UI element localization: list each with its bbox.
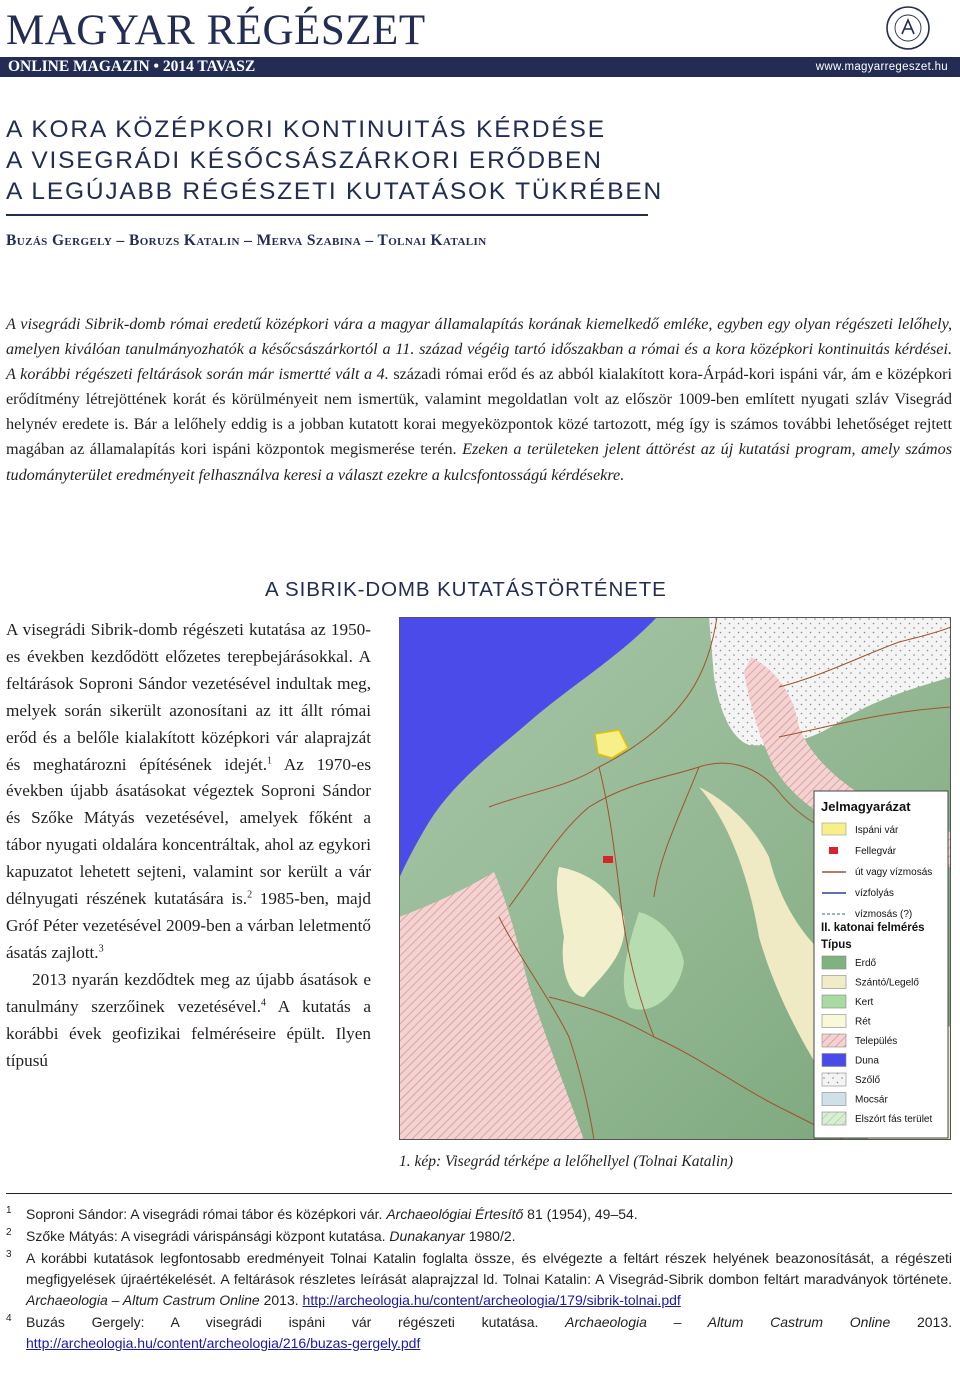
- paragraph-1-part-b: Az 1970-es években újabb ásatásokat végeztek Soproni Sándor és Szőke Mátyás vezetésével, amelyek főként a tábor nyugati oldalára koncentráltak, ahol az egykori kapuzatot lehetett sejteni, valamint sor került a vár délnyugati részének kutatására is.: [6, 754, 372, 909]
- footnote-text: Soproni Sándor: A visegrádi római tábor és középkori vár.: [26, 1206, 387, 1222]
- footnotes: [6, 1204, 952, 1355]
- footnote-1: [6, 1204, 952, 1225]
- footnote-pages: 2013.: [890, 1314, 953, 1330]
- citadel-marker-icon: [603, 856, 613, 863]
- footnote-pages: 81 (1954), 49–54.: [523, 1206, 638, 1222]
- paragraph-1: [6, 617, 371, 967]
- footnote-3: [6, 1248, 952, 1311]
- abstract-italic: A visegrádi Sibrik-domb római eredetű középkori vára a magyar államalapítás korának kiemelkedő emléke, egyben egy olyan régészeti lelőhely, amelyen kiválóan tanulmányozhatók a későcsászárkortól a 11. század végéig tartó időszakban a római és a kora középkori kontinuitás kérdései. A korábbi régészeti feltárások során már ismertté vált a 4.: [6, 315, 952, 384]
- legend-type-2-swatch: [822, 995, 846, 1008]
- footnote-ref-2[interactable]: 2: [247, 889, 253, 901]
- title-line-1: A KORA KÖZÉPKORI KONTINUITÁS KÉRDÉSE: [6, 116, 606, 143]
- legend-type-3-swatch: [822, 1015, 846, 1028]
- abstract-italic-end: Ezeken a területeken jelent áttörést az új kutatási program, amely számos tudományterület eredményeit felhasználva keresi a választ ezekre a kulcsfontosságú kérdésekre.: [6, 440, 952, 484]
- footnote-ref-1[interactable]: 1: [267, 754, 273, 766]
- legend-type-7-label: Mocsár: [855, 1094, 888, 1106]
- legend-item-0-swatch: [822, 823, 846, 835]
- legend-title: Jelmagyarázat: [821, 799, 911, 814]
- magazine-title: MAGYAR RÉGÉSZET: [6, 7, 426, 54]
- footnote-number: 2: [6, 1227, 12, 1238]
- article-title: [6, 114, 706, 207]
- footnote-journal: Dunakanyar: [389, 1228, 465, 1244]
- footnote-journal: Archaeologia – Altum Castrum Online: [26, 1292, 260, 1308]
- footnote-pages: 2013.: [259, 1292, 303, 1308]
- footnote-text: Buzás Gergely: A visegrádi ispáni vár régészeti kutatása.: [26, 1314, 566, 1330]
- legend-item-1-swatch: [829, 847, 838, 854]
- issue-label: ONLINE MAGAZIN • 2014 TAVASZ: [8, 58, 256, 75]
- body-text: [6, 617, 371, 1074]
- abstract: [6, 312, 952, 488]
- footnote-ref-4[interactable]: 4: [261, 996, 266, 1008]
- author-list: Buzás Gergely – Boruzs Katalin – Merva Szabina – Tolnai Katalin: [6, 232, 487, 249]
- legend-item-4-label: vízmosás (?): [855, 909, 913, 920]
- paragraph-2-part-a: 2013 nyarán kezdődtek meg az újabb ásatások e tanulmány szerzőinek vezetésével.: [6, 969, 371, 1016]
- paragraph-2: [6, 967, 371, 1075]
- masthead-band: [0, 57, 960, 77]
- footnote-link[interactable]: http://archeologia.hu/content/archeologia/179/sibrik-tolnai.pdf: [302, 1292, 681, 1308]
- title-line-2: A VISEGRÁDI KÉSŐCSÁSZÁRKORI ERŐDBEN: [6, 147, 603, 174]
- paragraph-1-part-a: A visegrádi Sibrik-domb régészeti kutatása az 1950-es években kezdődött előzetes terepbejárásokkal. A feltárások Soproni Sándor vezetésével indultak meg, melyek során sikerült azonosítani az itt állt római erőd és a belőle kialakított középkori vár alaprajzát és meghatározni építésének idejét.: [6, 620, 371, 774]
- legend-type-6-swatch: [822, 1073, 846, 1086]
- legend-type-title: Típus: [821, 939, 852, 951]
- legend-item-1-label: Fellegvár: [855, 846, 897, 857]
- legend-type-3-label: Rét: [855, 1016, 871, 1028]
- footnote-text: A korábbi kutatások legfontosabb eredményeit Tolnai Katalin foglalta össze, és elvégezte a feltárt részek helyének beazonosítását, a régészeti megfigyelések újraértékelését. A feltárások részletes leírását alaprajzzal ld. Tolnai Katalin: A Visegrád-Sibrik dombon feltárt maradványok története.: [26, 1250, 952, 1287]
- legend-item-3-label: vízfolyás: [855, 888, 894, 899]
- visegrad-map: [399, 617, 951, 1140]
- legend-item-0-label: Ispáni vár: [855, 825, 899, 836]
- paragraph-2-part-b: A kutatás a korábbi évek geofizikai felméréseire épült. Ilyen típusú: [6, 996, 372, 1070]
- legend-type-5-label: Duna: [855, 1055, 879, 1067]
- footnote-text: Szőke Mátyás: A visegrádi várispánsági központ kutatása.: [26, 1228, 390, 1244]
- paragraph-1-part-c: 1985-ben, majd Gróf Péter vezetésével 2009-ben a várban leletmentő ásatás zajlott.: [6, 889, 371, 962]
- footnote-4: [6, 1312, 952, 1354]
- footnote-number: 3: [6, 1249, 12, 1260]
- footnote-pages: 1980/2.: [464, 1228, 516, 1244]
- legend-type-6-label: Szőlő: [855, 1075, 881, 1086]
- legend-item-2-label: út vagy vízmosás: [855, 867, 933, 878]
- footnote-journal: Archaeológiai Értesítő: [386, 1206, 524, 1222]
- abstract-normal: századi római erőd és az abból kialakított kora-Árpád-kori ispáni vár, ám e középkori erődítmény létrejöttének korát és körülményeit nem ismertük, valamint megoldatlan volt az először 1009-ben említett nyugati szláv Visegrád helynév eredete is. Bár a lelőhely eddig is a jobban kutatott korai megyeközpontok közé tartozott, még így is számos további lehetőséget rejtett magában az államalapítás kori ispáni központok megismerése terén.: [6, 365, 952, 459]
- legend-type-4-label: Település: [855, 1036, 898, 1047]
- archaeolingua-logo-icon: [880, 4, 936, 52]
- legend-type-1-label: Szántó/Legelő: [855, 977, 919, 989]
- footnote-2: [6, 1226, 952, 1247]
- footnote-number: 4: [6, 1313, 12, 1324]
- title-line-3: A LEGÚJABB RÉGÉSZETI KUTATÁSOK TÜKRÉBEN: [6, 178, 663, 205]
- section-heading: A SIBRIK-DOMB KUTATÁSTÖRTÉNETE: [265, 578, 667, 601]
- map-legend: [814, 791, 948, 1138]
- footnote-ref-3[interactable]: 3: [98, 943, 104, 955]
- footnote-number: 1: [6, 1205, 12, 1216]
- legend-type-0-swatch: [822, 956, 846, 969]
- legend-type-7-swatch: [822, 1093, 846, 1106]
- legend-type-2-label: Kert: [855, 997, 874, 1008]
- footnote-journal: Archaeologia – Altum Castrum Online: [565, 1314, 891, 1330]
- figure-caption: 1. kép: Visegrád térképe a lelőhellyel (Tolnai Katalin): [399, 1153, 734, 1170]
- site-url[interactable]: www.magyarregeszet.hu: [815, 61, 948, 73]
- title-rule: [6, 214, 648, 216]
- legend-survey-title: II. katonai felmérés: [821, 922, 925, 934]
- legend-type-0-label: Erdő: [855, 958, 877, 969]
- legend-type-4-swatch: [822, 1034, 846, 1047]
- legend-type-8-swatch: [822, 1112, 846, 1125]
- legend-type-8-label: Elszórt fás terület: [855, 1114, 933, 1125]
- legend-type-5-swatch: [822, 1054, 846, 1067]
- footnote-link[interactable]: http://archeologia.hu/content/archeologia/216/buzas-gergely.pdf: [26, 1335, 421, 1351]
- footnote-rule: [6, 1193, 952, 1194]
- legend-type-1-swatch: [822, 976, 846, 989]
